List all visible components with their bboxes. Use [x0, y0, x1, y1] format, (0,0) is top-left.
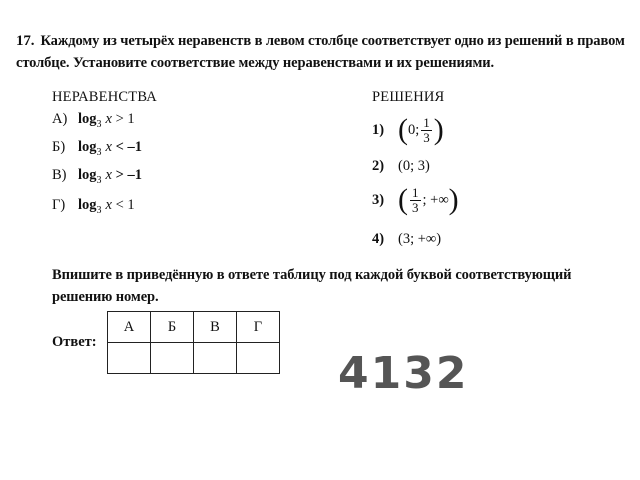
answer-cell-b[interactable]: [151, 343, 194, 374]
solution-2: [372, 158, 430, 175]
answer-cell-d[interactable]: [237, 343, 280, 374]
inequality-letter: В): [52, 167, 67, 183]
instruction-text: Впишите в приведённую в ответе таблицу под каждой буквой соответствующий решению номер.: [52, 267, 572, 305]
fraction-numerator: 1: [412, 184, 419, 200]
open-paren: (: [398, 113, 408, 146]
fraction-denominator: 3: [423, 129, 430, 145]
fraction-denominator: 3: [412, 199, 419, 215]
answer-table-header-row: [108, 312, 280, 343]
answer-cell-a[interactable]: [108, 343, 151, 374]
variable: x: [105, 139, 112, 155]
answer-header-d: Г: [237, 312, 280, 343]
open-paren: (: [398, 183, 408, 216]
solution-number: 1): [372, 121, 385, 138]
variable: x: [105, 197, 112, 213]
log-label: log: [78, 197, 97, 213]
inequality-c: [52, 167, 142, 186]
log-label: log: [78, 111, 97, 127]
solution-number: 4): [372, 231, 385, 247]
interval-text: (3; +∞): [398, 231, 442, 247]
answer-header-a: А: [108, 312, 151, 343]
solution-4: [372, 231, 441, 248]
task-text: Каждому из четырёх неравенств в левом столбце соответствует одно из решений в правом столбце. Установите соответствие между неравенствами и их решениями.: [16, 33, 625, 71]
task-number: 17.: [16, 33, 35, 49]
inequality-letter: Г): [52, 197, 66, 213]
solution-number: 2): [372, 158, 385, 174]
interval-text: (0; 3): [398, 158, 430, 174]
solution-3: [372, 180, 459, 220]
answer-table: [107, 311, 280, 374]
variable: x: [105, 111, 112, 127]
answer-cell-c[interactable]: [194, 343, 237, 374]
inequality-d: [52, 197, 135, 216]
solution-number: 3): [372, 191, 385, 208]
task-statement: [16, 30, 632, 74]
close-paren: ): [433, 113, 444, 146]
inequality-a: [52, 111, 135, 130]
answer-header-b: Б: [151, 312, 194, 343]
answer-overlay: 4132: [338, 348, 469, 399]
inequality-b: [52, 139, 142, 158]
inequality-letter: Б): [52, 139, 66, 155]
relation: > –1: [115, 167, 142, 183]
fraction: [421, 116, 432, 145]
log-label: log: [78, 167, 97, 183]
relation: > 1: [115, 111, 135, 127]
solution-1: [372, 110, 444, 150]
relation: < 1: [115, 197, 135, 213]
inequalities-header: НЕРАВЕНСТВА: [52, 89, 157, 105]
fraction-numerator: 1: [423, 114, 430, 130]
solutions-header: РЕШЕНИЯ: [372, 89, 445, 105]
inequality-letter: А): [52, 111, 68, 127]
fraction: [410, 186, 421, 215]
log-base: 3: [96, 175, 102, 186]
answer-label: Ответ:: [52, 334, 97, 350]
interval-end: ; +∞: [422, 191, 449, 208]
answer-table-input-row: [108, 343, 280, 374]
answer-header-c: В: [194, 312, 237, 343]
relation: < –1: [115, 139, 142, 155]
log-base: 3: [96, 205, 102, 216]
close-paren: ): [448, 183, 459, 216]
log-label: log: [78, 139, 97, 155]
interval-start: 0;: [408, 121, 420, 138]
log-base: 3: [96, 119, 102, 130]
variable: x: [105, 167, 112, 183]
log-base: 3: [96, 147, 102, 158]
